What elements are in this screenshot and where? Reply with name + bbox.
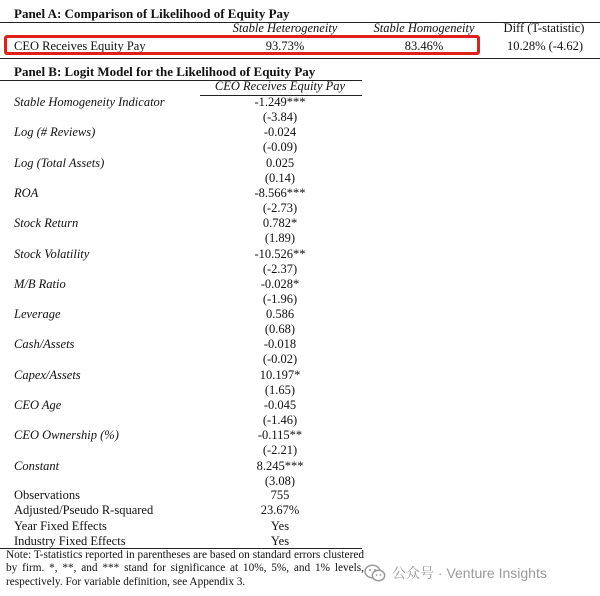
variable-label: Cash/Assets (14, 337, 75, 352)
panel-a-title: Panel A: Comparison of Likelihood of Equity Pay (14, 6, 290, 21)
coefficient: -8.566*** (254, 185, 306, 200)
panel-a-value-diff: 10.28% (-4.62) (506, 39, 584, 53)
t-statistic: (-1.96) (262, 291, 298, 306)
variable-label: Stock Return (14, 216, 79, 231)
coefficient: 10.197* (259, 367, 301, 382)
table-note: Note: T-statistics reported in parentheses are based on standard errors clustered by firm. *, **, and *** stand for significance at 10%, 5%, and 1% levels, respectively. For variable definition, see Appendix 3. (6, 549, 364, 588)
variable-label: Log (# Reviews) (14, 125, 96, 140)
panel-a-bottom-rule (0, 58, 600, 59)
coefficient: -0.115** (257, 428, 303, 443)
watermark (364, 563, 547, 583)
t-statistic: (-2.37) (262, 261, 298, 276)
highlight-box (4, 35, 480, 55)
t-statistic: (1.65) (264, 382, 296, 397)
stat-label: Industry Fixed Effects (14, 533, 126, 548)
wechat-icon (364, 564, 386, 582)
variable-label: Stock Volatility (14, 246, 90, 261)
t-statistic: (0.14) (264, 170, 296, 185)
panel-a-header-diff: Diff (T-statistic) (503, 21, 585, 35)
variable-label: CEO Ownership (%) (14, 428, 119, 443)
stat-value: Yes (270, 533, 290, 548)
t-statistic: (-0.02) (262, 352, 298, 367)
stat-label: Year Fixed Effects (14, 518, 107, 533)
coefficient: 0.025 (265, 155, 295, 170)
stat-value: 755 (270, 488, 290, 502)
coefficient: -0.024 (263, 125, 297, 140)
stat-value: 23.67% (260, 503, 300, 518)
t-statistic: (-2.73) (262, 200, 298, 215)
coefficient: -1.249*** (254, 95, 306, 109)
panel-a-header-stable-homogeneity: Stable Homogeneity (373, 21, 475, 35)
panel-a-value-homogeneity: 83.46% (404, 39, 444, 53)
t-statistic: (1.89) (264, 231, 296, 246)
coefficient: -0.045 (263, 398, 297, 412)
variable-label: CEO Age (14, 398, 62, 412)
coefficient: -0.028* (260, 276, 300, 291)
variable-label: Capex/Assets (14, 367, 81, 382)
t-statistic: (0.68) (264, 322, 296, 337)
variable-label: Stable Homogeneity Indicator (14, 95, 165, 109)
coefficient: -0.018 (263, 337, 297, 352)
variable-label: Log (Total Assets) (14, 155, 105, 170)
stat-value: Yes (270, 518, 290, 533)
panel-a-row-label: CEO Receives Equity Pay (14, 39, 146, 53)
panel-b-title: Panel B: Logit Model for the Likelihood of Equity Pay (14, 64, 316, 79)
t-statistic: (-0.09) (262, 140, 298, 155)
variable-label: Constant (14, 458, 60, 473)
stat-label: Adjusted/Pseudo R-squared (14, 503, 154, 518)
panel-b-column-header: CEO Receives Equity Pay (214, 79, 346, 93)
t-statistic: (-3.84) (262, 110, 298, 124)
coefficient: 8.245*** (256, 458, 304, 473)
stat-label: Observations (14, 488, 80, 502)
panel-a-header-stable-heterogeneity: Stable Heterogeneity (232, 21, 338, 35)
coefficient: 0.586 (265, 307, 295, 322)
t-statistic: (-1.46) (262, 413, 298, 427)
variable-label: ROA (14, 185, 39, 200)
coefficient: -10.526** (254, 246, 306, 261)
panel-a-value-heterogeneity: 93.73% (265, 39, 305, 53)
coefficient: 0.782* (262, 216, 298, 231)
variable-label: Leverage (14, 307, 61, 322)
watermark-text: 公众号 · Venture Insights (392, 565, 547, 581)
variable-label: M/B Ratio (14, 276, 66, 291)
t-statistic: (-2.21) (262, 443, 298, 458)
t-statistic: (3.08) (264, 473, 296, 488)
